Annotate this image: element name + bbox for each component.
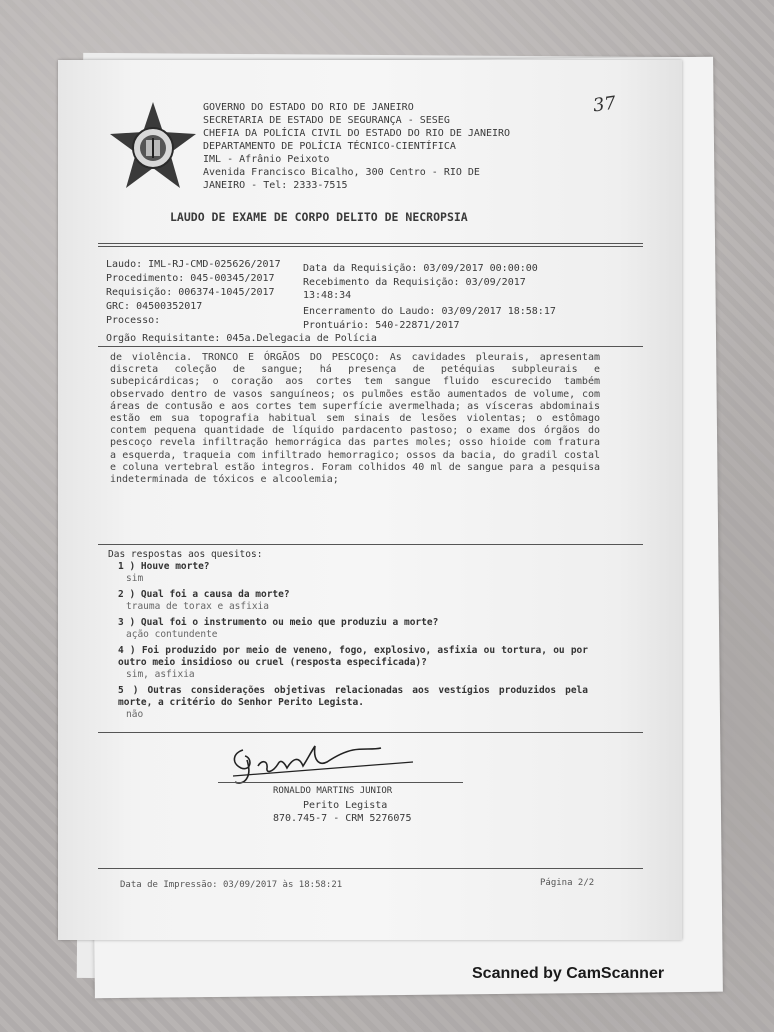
- exam-findings-text: de violência. TRONCO E ÓRGÃOS DO PESCOÇO: As cavidades pleurais, apresentam discreta coleção de sangue; há presença de petéquias subpleurais e subepicárdicas; o coração aos cortes tem sangue fluido escurecido também observado dentro de vasos sanguíneos; os pulmões estão aumentados de volume, com áreas de contusão e aos cortes tem superfície avermelhada; as vísceras abdominais estão em sua topografia habitual sem sinais de lesões violentas; o estômago contem pequena quantidade de líquido pardacento pastoso; o exame dos órgãos do pescoço revela infiltração hemorrágica das partes moles; osso hioide com fratura a esquerda, traqueia com infiltrado hemorragico; ossos da bacia, do gradil costal e coluna vertebral estão integros. Foram colhidos 40 ml de sangue para a pesquisa indeterminada de tóxicos e alcoolemia;: [110, 352, 600, 486]
- signer-name: RONALDO MARTINS JUNIOR: [273, 786, 393, 796]
- signer-role: Perito Legista: [303, 800, 388, 811]
- question-4: 4 ) Foi produzido por meio de veneno, fogo, explosivo, asfixia ou tortura, ou por outro meio insidioso ou cruel (resposta especificada)?: [118, 645, 588, 668]
- laudo-number: Laudo: IML-RJ-CMD-025626/2017: [106, 259, 281, 270]
- signature-icon: [223, 738, 433, 788]
- police-star-emblem-icon: [108, 100, 198, 195]
- handwritten-page-number: 37: [591, 92, 618, 117]
- orgao-requisitante: Orgão Requisitante: 045a.Delegacia de Polícia: [106, 333, 377, 344]
- answer-3: ação contundente: [126, 629, 218, 640]
- recebimento-hora: 13:48:34: [303, 290, 352, 301]
- question-2: 2 ) Qual foi a causa da morte?: [118, 589, 290, 600]
- encerramento-laudo: Encerramento do Laudo: 03/09/2017 18:58:17: [303, 306, 556, 317]
- divider: [98, 732, 643, 733]
- answer-2: trauma de torax e asfixia: [126, 601, 269, 612]
- quesitos-section: [108, 549, 588, 721]
- document-title: LAUDO DE EXAME DE CORPO DELITO DE NECROPSIA: [170, 210, 468, 224]
- question-1: 1 ) Houve morte?: [118, 561, 210, 572]
- print-date: Data de Impressão: 03/09/2017 às 18:58:21: [120, 880, 343, 890]
- signature-line: [218, 782, 463, 783]
- question-3: 3 ) Qual foi o instrumento ou meio que produziu a morte?: [118, 617, 439, 628]
- document-page: [58, 60, 682, 940]
- answer-4: sim, asfixia: [126, 669, 195, 680]
- quesitos-heading: Das respostas aos quesitos:: [108, 549, 263, 560]
- header-line: SECRETARIA DE ESTADO DE SEGURANÇA - SESEG: [203, 115, 450, 126]
- answer-5: não: [126, 709, 144, 720]
- header-line: CHEFIA DA POLÍCIA CIVIL DO ESTADO DO RIO DE JANEIRO: [203, 128, 511, 139]
- data-requisicao: Data da Requisição: 03/09/2017 00:00:00: [303, 263, 538, 274]
- answer-1: sim: [126, 573, 144, 584]
- divider: [98, 243, 643, 244]
- question-5: 5 ) Outras considerações objetivas relacionadas aos vestígios produzidos pela morte, a critério do Senhor Perito Legista.: [118, 685, 588, 708]
- procedimento: Procedimento: 045-00345/2017: [106, 273, 275, 284]
- header-line: JANEIRO - Tel: 2333-7515: [203, 180, 348, 191]
- header-line: DEPARTAMENTO DE POLÍCIA TÉCNICO-CIENTÍFICA: [203, 141, 456, 152]
- header-line: GOVERNO DO ESTADO DO RIO DE JANEIRO: [203, 102, 414, 113]
- processo: Processo:: [106, 315, 161, 326]
- prontuario: Prontuário: 540-22871/2017: [303, 320, 460, 331]
- divider: [98, 346, 643, 347]
- divider: [98, 868, 643, 869]
- requisicao: Requisição: 006374-1045/2017: [106, 287, 275, 298]
- divider: [98, 246, 643, 247]
- header-line: Avenida Francisco Bicalho, 300 Centro - RIO DE: [203, 167, 480, 178]
- camscanner-watermark: Scanned by CamScanner: [472, 965, 665, 982]
- divider: [98, 544, 643, 545]
- page-indicator: Página 2/2: [540, 878, 595, 888]
- recebimento-requisicao: Recebimento da Requisição: 03/09/2017: [303, 277, 526, 288]
- header-line: IML - Afrânio Peixoto: [203, 154, 330, 165]
- grc: GRC: 04500352017: [106, 301, 203, 312]
- signer-crm: 870.745-7 - CRM 5276075: [273, 813, 412, 824]
